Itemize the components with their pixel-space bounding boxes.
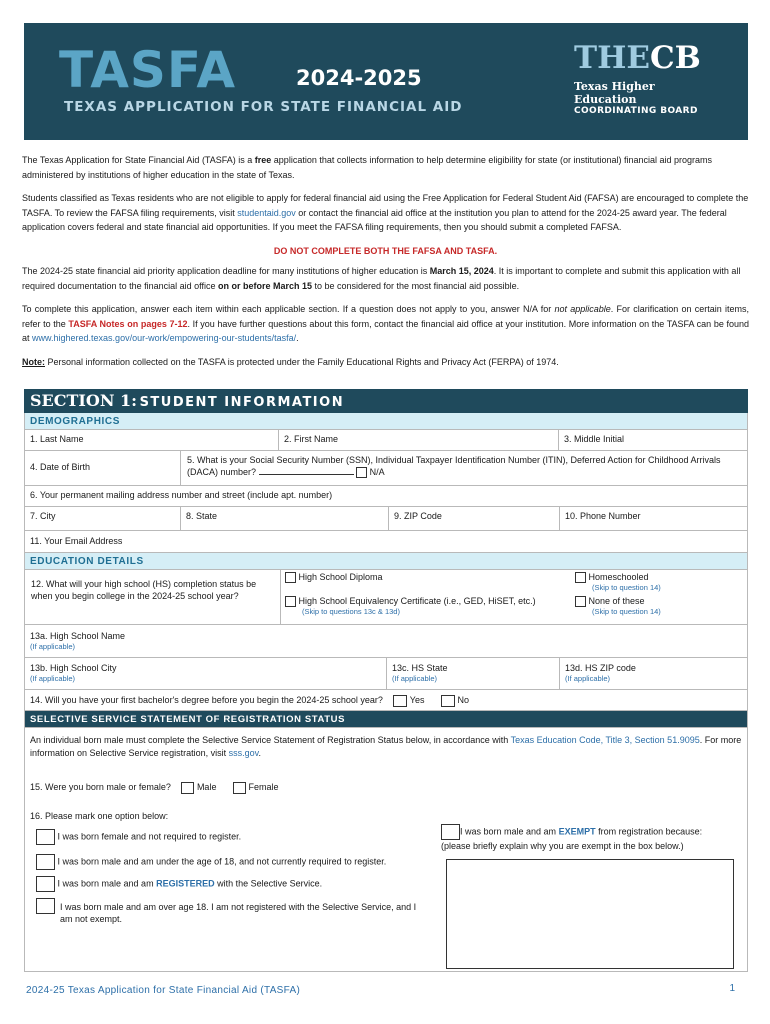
hs-state-field[interactable] [387,658,560,689]
selective-service-body [25,728,747,971]
brand-subtitle: TEXAS APPLICATION FOR STATE FINANCIAL AID [64,99,463,115]
q13c-label: 13c. HS State [392,663,448,673]
city-row [25,507,747,531]
q16-option-2[interactable] [36,854,436,870]
name-row [25,430,747,451]
female-label: Female [248,782,279,792]
text: . [296,333,299,343]
q16-option-3[interactable] [36,876,436,892]
q14-row [25,690,747,711]
logo-mark-cb: CB [650,40,701,76]
if-applicable: (If applicable) [565,674,611,683]
q15 [30,781,279,794]
registered-emphasis: REGISTERED [156,878,215,889]
female-checkbox[interactable] [233,782,246,794]
q12-options [281,570,747,624]
q12-text: 12. What will your high school (HS) completion status be when you begin college in the 2024-25 school year? [31,579,257,601]
tasfa-info-link[interactable]: www.highered.texas.gov/our-work/empowering-our-students/tasfa/ [32,333,297,343]
none-label: None of these [588,596,645,606]
sss-link[interactable]: sss.gov [228,748,259,758]
hs-name-field[interactable] [25,625,747,657]
ssn-blank[interactable] [259,466,354,475]
q16-label: 16. Please mark one option below: [30,811,169,821]
option-2-text: I was born male and am under the age of 18, and not currently required to register. [57,856,387,867]
option-1-checkbox[interactable] [36,829,55,845]
dob-ssn-row [25,451,747,486]
state-field[interactable]: 8. State [181,507,389,530]
exempt-emphasis: EXEMPT [558,826,596,837]
opt-homeschooled[interactable] [575,572,661,593]
exemption-explanation-box[interactable] [446,859,734,969]
section-1-header [24,389,748,413]
q12-question [25,570,281,624]
q13d-label: 13d. HS ZIP code [565,663,636,673]
hs-city-field[interactable] [25,658,387,689]
male-checkbox[interactable] [181,782,194,794]
equivalency-label: High School Equivalency Certificate (i.e., GED, HiSET, etc.) [298,596,536,606]
city-field[interactable]: 7. City [25,507,181,530]
q16-option-4[interactable] [36,898,426,925]
address-field[interactable]: 6. Your permanent mailing address number and street (include apt. number) [30,490,333,500]
text: To complete this application, answer each item within each applicable section. If a question does not apply to you, answer N/A for [22,304,555,314]
intro-note [22,355,749,370]
ssn-field[interactable] [181,451,747,485]
q12-row [25,570,747,625]
dob-field[interactable]: 4. Date of Birth [25,451,181,485]
ssn-question: 5. What is your Social Security Number (SSN), Individual Taxpayer Identification Number (ITIN), Deferred Action for Childhood Arrivals (DACA) number? [187,455,721,477]
q15-text: 15. Were you born male or female? [30,782,171,792]
section-title: STUDENT INFORMATION [139,395,345,410]
if-applicable: (If applicable) [30,642,76,651]
text-not-applicable: not applicable [554,304,611,314]
option-5-text: I was born male and am [460,826,559,837]
middle-initial-field[interactable]: 3. Middle Initial [564,434,625,444]
logo-line-2: COORDINATING BOARD [574,106,698,117]
demographics-heading: DEMOGRAPHICS [25,413,747,430]
option-3-text: with the Selective Service. [214,878,323,889]
option-2-checkbox[interactable] [36,854,55,870]
email-row [25,531,747,553]
tasfa-notes-ref: TASFA Notes on pages 7-12 [68,318,188,329]
option-4-checkbox[interactable] [36,898,55,914]
phone-field[interactable]: 10. Phone Number [565,511,641,521]
brand-year: 2024-2025 [296,66,422,90]
no-checkbox[interactable] [441,695,455,707]
address-row [25,486,747,507]
q13a-label: 13a. High School Name [30,631,126,641]
if-applicable: (If applicable) [392,674,438,683]
header-banner [24,23,748,140]
opt-diploma[interactable] [285,572,383,583]
skip-note: (Skip to questions 13c & 13d) [302,607,400,617]
diploma-checkbox[interactable] [285,572,296,583]
q13b-label: 13b. High School City [30,663,117,673]
text: . For clarification on certain items, refer to the [22,304,749,329]
text: The 2024-25 state financial aid priority application deadline for many institutions of higher education is [22,266,430,276]
option-5-instruction: (please briefly explain why you are exempt in the box below.) [441,841,684,851]
page-number: 1 [729,983,735,994]
skip-note: (Skip to question 14) [592,583,661,593]
q13a-row [25,625,747,658]
first-name-field[interactable]: 2. First Name [279,430,559,450]
section-label: SECTION 1: [30,391,138,410]
text-free: free [254,155,272,165]
logo-line-1: Texas Higher Education [574,80,655,107]
deadline-emphasis: on or before March 15 [217,280,312,291]
diploma-label: High School Diploma [298,572,383,582]
text: Personal information collected on the TASFA is protected under the Family Educational Rights and Privacy Act (FERPA) of 1974. [45,356,559,367]
text: The Texas Application for State Financial Aid (TASFA) is a [22,155,255,165]
text: application that collects information to help determine eligibility for state (or institutional) financial aid programs administered by institutions of higher education in the state of Texas. [22,155,713,180]
homeschooled-checkbox[interactable] [575,572,586,583]
last-name-field[interactable]: 1. Last Name [25,430,279,450]
q13-row [25,658,747,690]
q14-text: 14. Will you have your first bachelor's degree before you begin the 2024-25 school year? [30,695,383,705]
education-heading: EDUCATION DETAILS [25,553,747,570]
q16-option-1[interactable] [36,829,436,845]
text: or contact the financial aid office at the institution you plan to attend for the 2024-25 award year. The federal application covers federal and state financial aid opportunities. If you meet the FAFSA filing requirements, then you should submit a completed FAFSA. [22,207,727,232]
male-label: Male [196,782,217,792]
email-field[interactable]: 11. Your Email Address [30,536,123,546]
na-checkbox[interactable] [356,467,367,478]
selective-service-heading: SELECTIVE SERVICE STATEMENT OF REGISTRATION STATUS [25,711,747,728]
text: . If you have further questions about this form, contact the financial aid office at your institution. More information on the TASFA can be found at [22,318,749,343]
intro-text [22,153,749,378]
option-3-text: I was born male and am [57,878,157,889]
equivalency-checkbox[interactable] [285,596,296,607]
note-label: Note: [22,356,45,367]
zip-field[interactable]: 9. ZIP Code [389,507,560,530]
text: An individual born male must complete the Selective Service Statement of Registration Status below, in accordance with [30,735,511,745]
thecb-logo-mark [574,40,720,76]
opt-equivalency[interactable] [285,596,536,617]
none-checkbox[interactable] [575,596,586,607]
text: Students classified as Texas residents who are not eligible to apply for federal financial aid using the Free Application for Federal Student Aid (FAFSA) are encouraged to complete the TASFA. To review the FAFSA filing requirements, visit [22,193,749,218]
if-applicable: (If applicable) [30,674,76,683]
deadline-date: March 15, 2024 [429,266,494,276]
footer-title: 2024-25 Texas Application for State Financial Aid (TASFA) [26,985,301,996]
homeschooled-label: Homeschooled [588,572,649,582]
text: . For more information on Selective Service registration, visit [30,735,742,758]
studentaid-link[interactable]: studentaid.gov [237,207,296,218]
thecb-logo [574,40,720,118]
brand-title: TASFA [59,41,237,99]
intro-paragraph-3 [22,264,749,293]
intro-paragraph-1 [22,153,749,182]
selective-service-intro [30,734,742,760]
no-label: No [457,695,470,705]
option-3-checkbox[interactable] [36,876,55,892]
text: . It is important to complete and submit this application with all required documentation to the financial aid office [22,266,741,291]
warning-text: DO NOT COMPLETE BOTH THE FAFSA AND TASFA. [273,245,498,256]
student-info-form [24,413,748,972]
logo-mark-the: THE [574,40,650,76]
option-4-text: I was born male and am over age 18. I am not registered with the Selective Service, and I am not exempt. [60,902,417,924]
option-5-text: from registration because: [595,826,703,837]
yes-label: Yes [409,695,425,705]
text: . [258,748,261,758]
education-code-link[interactable]: Texas Education Code, Title 3, Section 51.9095 [510,735,700,745]
opt-none[interactable] [575,596,661,617]
q14-question [25,690,747,710]
text: to be considered for the most financial aid possible. [312,280,520,291]
skip-note: (Skip to question 14) [592,607,661,617]
intro-paragraph-4 [22,302,749,346]
yes-checkbox[interactable] [393,695,407,707]
intro-paragraph-2 [22,191,749,235]
option-5-checkbox[interactable] [441,824,460,840]
q16-option-5[interactable] [441,824,741,852]
option-1-text: I was born female and not required to register. [57,831,242,842]
hs-zip-field[interactable] [560,658,747,689]
na-label: N/A [369,467,385,477]
